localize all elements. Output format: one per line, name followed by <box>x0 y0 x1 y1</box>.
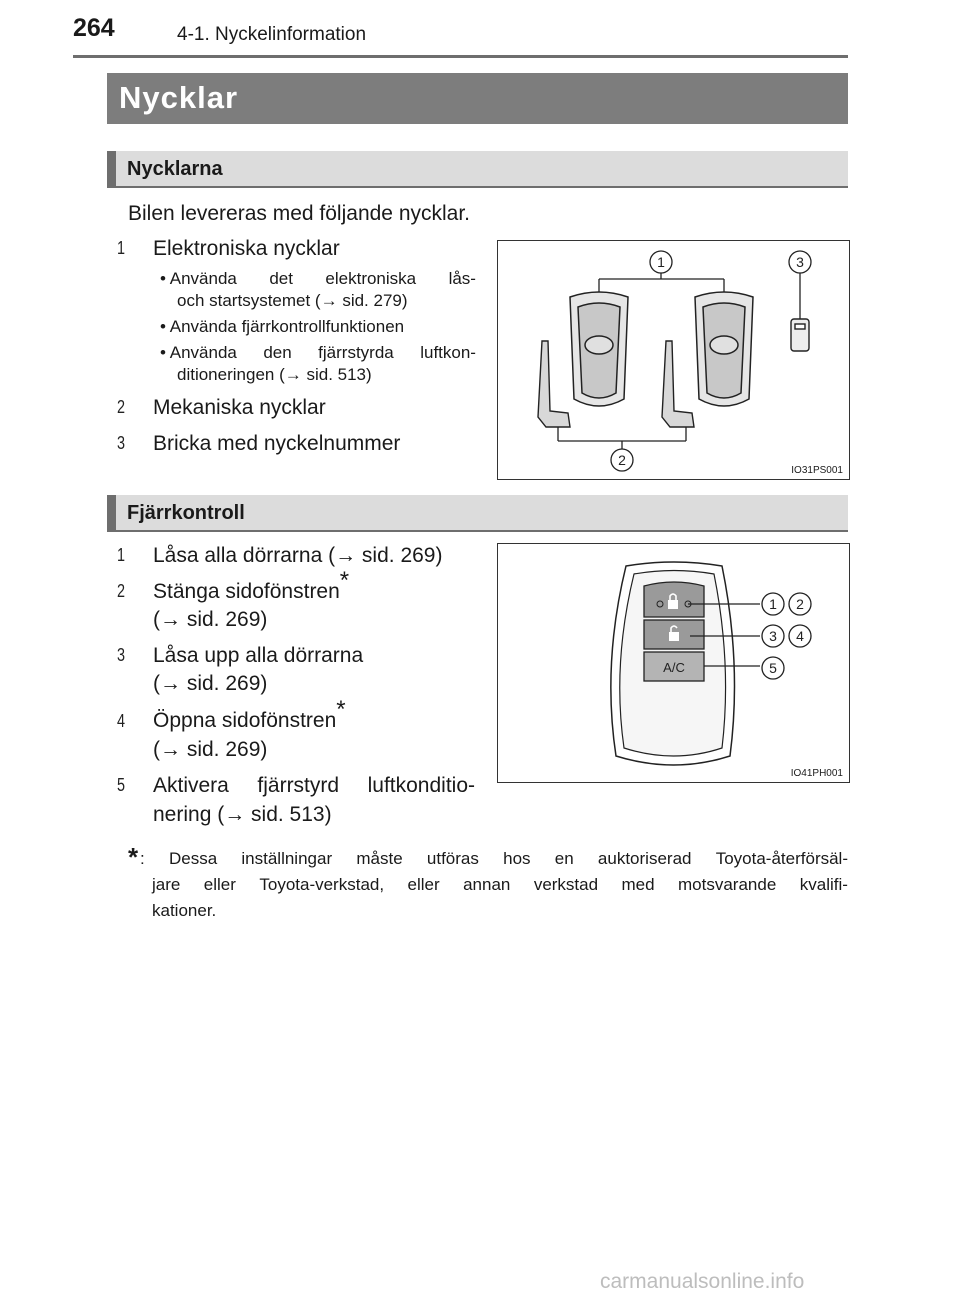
remote-illustration <box>497 543 850 783</box>
section-intro: Bilen levereras med följande nycklar. <box>128 202 471 225</box>
callout-3: 3 <box>796 254 804 270</box>
chapter-title: 4-1. Nyckelinformation <box>177 24 367 45</box>
keys-drawing <box>498 241 849 479</box>
callout-3: 3 <box>769 628 777 644</box>
key-number-tag <box>791 319 809 351</box>
bullet-line: • Använda fjärrkontrollfunktionen <box>160 317 405 336</box>
mechanical-key-left <box>538 341 570 427</box>
bullet-line: ditioneringen (→ sid. 513) <box>177 365 372 384</box>
footnote-line: jare eller Toyota-verkstad, eller annan verkstad med motsvarande kvalifi- <box>152 875 848 894</box>
footnote-star: * <box>339 567 350 594</box>
item-label: Bricka med nyckelnummer <box>153 432 401 455</box>
item-ref: nering (→ sid. 513) <box>153 803 332 826</box>
item-label: Låsa upp alla dörrarna <box>153 644 364 667</box>
item-number: 2 <box>117 581 126 601</box>
item-ref: (→ sid. 269) <box>153 672 268 695</box>
item-number: 3 <box>117 433 126 453</box>
page-title-banner <box>107 73 848 124</box>
lock-button <box>644 582 704 617</box>
item-number: 5 <box>117 775 126 795</box>
item-label: Elektroniska nycklar <box>153 237 340 260</box>
callout-1: 1 <box>769 596 777 612</box>
section-heading-label: Nycklarna <box>127 158 223 180</box>
item-number: 4 <box>117 711 126 731</box>
bullet-line: • Använda det elektroniska lås- <box>160 269 476 288</box>
page-title: Nycklar <box>119 80 239 115</box>
section-heading-label: Fjärrkontroll <box>127 502 245 524</box>
item-number: 1 <box>117 545 126 565</box>
bullet-line: och startsystemet (→ sid. 279) <box>177 291 408 310</box>
item-label: Öppna sidofönstren* <box>153 696 346 732</box>
item-number: 3 <box>117 645 126 665</box>
item-label: Aktivera fjärrstyrd luftkonditio- <box>153 774 475 797</box>
footnote-marker: * <box>128 842 139 872</box>
section-heading-nycklarna <box>107 151 848 188</box>
remote-drawing <box>498 544 849 782</box>
item-number: 2 <box>117 397 126 417</box>
callout-2: 2 <box>796 596 804 612</box>
callout-1: 1 <box>657 254 665 270</box>
figure-code: IO31PS001 <box>791 465 843 476</box>
ac-label: A/C <box>663 660 685 675</box>
page-number: 264 <box>73 14 115 42</box>
callout-4: 4 <box>796 628 804 644</box>
footnote-star: * <box>336 696 346 723</box>
item-label: Låsa alla dörrarna (→ sid. 269) <box>153 544 443 567</box>
item-label: Stänga sidofönstren* <box>153 567 350 603</box>
section-heading-fjarrkontroll <box>107 495 848 532</box>
smart-key-right <box>695 292 753 406</box>
keys-illustration <box>497 240 850 480</box>
footnote-line: kationer. <box>152 901 217 920</box>
callout-2: 2 <box>618 452 626 468</box>
watermark: carmanualsonline.info <box>600 1270 805 1293</box>
header-divider <box>73 55 848 58</box>
item-number: 1 <box>117 238 126 258</box>
figure-code: IO41PH001 <box>790 768 843 779</box>
item-ref: (→ sid. 269) <box>153 738 268 761</box>
callout-5: 5 <box>769 660 777 676</box>
smart-key-left <box>570 292 628 406</box>
item-ref: (→ sid. 269) <box>153 608 268 631</box>
bullet-line: • Använda den fjärrstyrda luftkon- <box>160 343 476 362</box>
mechanical-key-right <box>662 341 694 427</box>
item-label: Mekaniska nycklar <box>153 396 326 419</box>
footnote-line: : Dessa inställningar måste utföras hos en auktoriserad Toyota-återförsäl- <box>140 849 848 868</box>
